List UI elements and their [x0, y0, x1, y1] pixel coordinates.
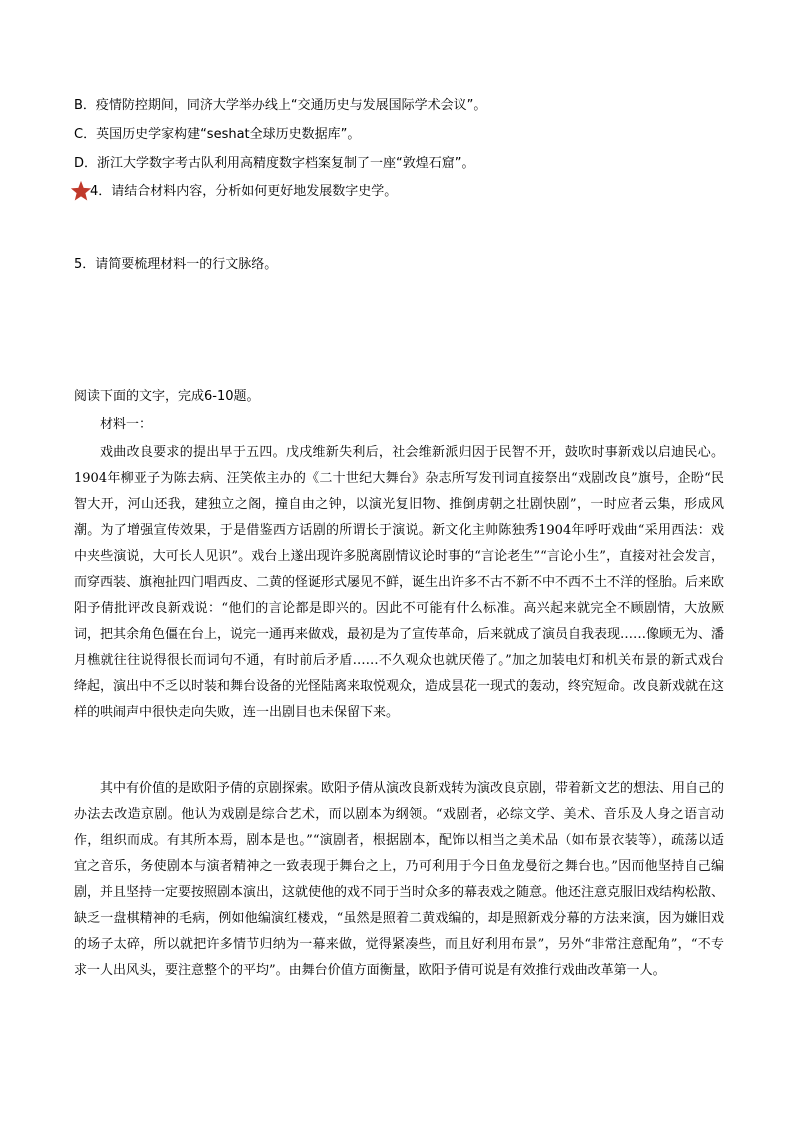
option-b: B．疫情防控期间，同济大学举办线上“交通历史与发展国际学术会议”。 [74, 98, 487, 113]
option-c: C．英国历史学家构建“seshat全球历史数据库”。 [74, 127, 361, 142]
question-4: 4．请结合材料内容，分析如何更好地发展数字史学。 [90, 184, 398, 199]
question-5: 5．请简要梳理材料一的行文脉络。 [74, 257, 278, 272]
paragraph-1: 戏曲改良要求的提出早于五四。戊戌维新失利后，社会维新派归因于民智不开，鼓吹时事新戏以启迪民心。1904年柳亚子为陈去病、汪笑侬主办的《二十世纪大舞台》杂志所写发刊词直接祭出“戏剧改良”旗号，企盼“民智大开，河山还我，建独立之阁，撞自由之钟，以演光复旧物、推倒虏朝之壮剧快剧”，一时应者云集，形成风潮。为了增强宣传效果，于是借鉴西方话剧的所谓长于演说。新文化主帅陈独秀1904年呼吁戏曲“采用西法：戏中夹些演说，大可长人见识”。戏台上遂出现许多脱离剧情议论时事的“言论老生”“言论小生”，直接对社会发言，而穿西装、旗袍扯四门唱西皮、二黄的怪诞形式屡见不鲜，诞生出许多不古不新不中不西不土不洋的怪胎。后来欧阳予倩批评改良新戏说：“他们的言论都是即兴的。因此不可能有什么标准。高兴起来就完全不顾剧情，大放厥词，把其余角色僵在台上，说完一通再来做戏，最初是为了宣传革命，后来就成了演员自我表现……像顾无为、潘月樵就往往说得很长而词句不通，有时前后矛盾……不久观众也就厌倦了。”加之加装电灯和机关布景的新式戏台绛起，演出中不乏以时装和舞台设备的光怪陆离来取悦观众，造成昙花一现式的轰动，终究短命。改良新戏就在这样的哄闹声中很快走向失败，连一出剧目也未保留下来。 [74, 445, 725, 720]
reading-instruction: 阅读下面的文字，完成6-10题。 [74, 389, 260, 404]
star-icon [70, 180, 92, 202]
option-d: D．浙江大学数字考古队利用高精度数字档案复制了一座“敦煌石窟”。 [74, 156, 475, 171]
paragraph-2: 其中有价值的是欧阳予倩的京剧探索。欧阳予倩从演改良新戏转为演改良京剧，带着新文艺的想法、用自己的办法去改造京剧。他认为戏剧是综合艺术，而以剧本为纲领。“戏剧者，必综文学、美术、音乐及人身之语言动作，组织而成。有其所本焉，剧本是也。”“演剧者，根据剧本，配饰以相当之美术品（如布景衣装等），疏荡以适宜之音乐，务使剧本与演者精神之一致表现于舞台之上，乃可利用于今日鱼龙曼衍之舞台也。”因而他坚持自己编剧，并且坚持一定要按照剧本演出，这就使他的戏不同于当时众多的幕表戏之随意。他还注意克服旧戏结构松散、缺乏一盘棋精神的毛病，例如他编演红楼戏，“虽然是照着二黄戏编的，却是照新戏分幕的方法来演，因为嫌旧戏的场子太碎，所以就把许多情节归纳为一幕来做，觉得紧凑些，而且好利用布景”，另外“非常注意配角”，“不专求一人出风头，要注意整个的平均”。由舞台价值方面衡量，欧阳予倩可说是有效推行戏曲改革第一人。 [74, 781, 725, 978]
material-label: 材料一： [100, 417, 153, 432]
